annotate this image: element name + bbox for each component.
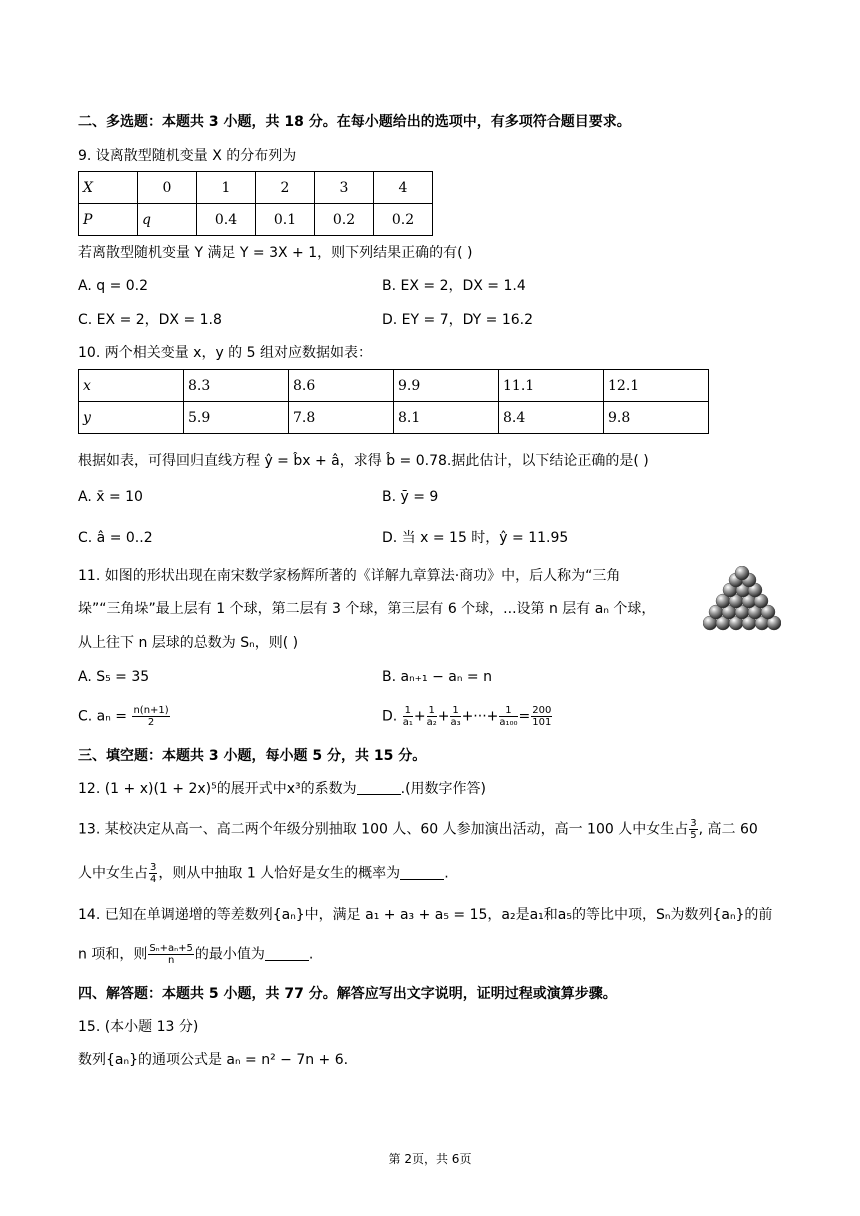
q10-condition: 根据如表，可得回归直线方程 ŷ = b̂x + â，求得 b̂ = 0.78.据此估计，以下结论正确的是( ): [78, 453, 649, 469]
q10-option-b: B. ȳ = 9: [382, 489, 439, 505]
q11-line2: 垛”“三角垛”最上层有 1 个球，第二层有 3 个球，第三层有 6 个球，...设第 n 层有 aₙ 个球，: [78, 601, 656, 617]
q11-option-d: D. $\frac{1}{\text{a₁}}$ + $\frac{1}{\text{a₂}}$ + $\frac{1}{\text{a₃}}$ +···+ $\frac{1}{\text{a₁₀₀}}$ = $\frac{200}{101}$: [382, 705, 552, 728]
q11-option-c: [78, 705, 171, 728]
q10-stem: 10. 两个相关变量 x，y 的 5 组对应数据如表：: [78, 345, 372, 361]
table-cell: 9.9: [394, 370, 499, 402]
fraction: $\frac{1}{\text{a₃}}$: [450, 705, 461, 728]
q9-option-a: A. q = 0.2: [78, 278, 149, 294]
page-footer: 第 2页，共 6页: [388, 1152, 472, 1166]
table-row: [79, 402, 709, 434]
table-cell: X: [79, 172, 138, 204]
q9-option-c: C. EX = 2，DX = 1.8: [78, 312, 222, 328]
table-cell: 0.2: [374, 204, 433, 236]
q15-title: 15. (本小题 13 分): [78, 1019, 199, 1035]
q9-distribution-table: [78, 171, 433, 236]
table-cell: q: [138, 204, 197, 236]
q10-option-a: A. x̄ = 10: [78, 489, 143, 505]
table-cell: 0.2: [315, 204, 374, 236]
fraction: $\frac{\text{Sₙ+aₙ+5}}{n}$: [149, 943, 193, 966]
q14-line2: n 项和，则 $\frac{\text{Sₙ+aₙ+5}}{n}$ 的最小值为 .: [78, 943, 314, 966]
fraction: $\frac{200}{101}$: [532, 705, 552, 728]
fraction: $\frac{1}{\text{a₁}}$: [402, 705, 413, 728]
fraction: $\frac{3}{5}$: [690, 818, 697, 841]
table-cell: 0: [138, 172, 197, 204]
table-row: [79, 204, 433, 236]
table-cell: 4: [374, 172, 433, 204]
q13-line1: 13. 某校决定从高一、高二两个年级分别抽取 100 人、60 人参加演出活动，高一 100 人中女生占 $\frac{3}{5}$ , 高二 60: [78, 818, 758, 841]
table-cell: P: [79, 204, 138, 236]
q12: 12. (1 + x)(1 + 2x)⁵的展开式中x³的系数为 .(用数字作答): [78, 781, 487, 797]
table-cell: 9.8: [604, 402, 709, 434]
q10-data-table: [78, 369, 709, 434]
q14-line1: 14. 已知在单调递增的等差数列{aₙ}中，满足 a₁ + a₃ + a₅ = 15，a₂是a₁和a₅的等比中项，Sₙ为数列{aₙ}的前: [78, 907, 773, 923]
table-cell: 0.1: [256, 204, 315, 236]
table-row: [79, 172, 433, 204]
q11-option-b: B. aₙ₊₁ − aₙ = n: [382, 669, 492, 685]
table-cell: 8.4: [499, 402, 604, 434]
fraction: $\frac{3}{4}$: [150, 862, 157, 885]
q9-option-d: D. EY = 7，DY = 16.2: [382, 312, 533, 328]
q11-line1: 11. 如图的形状出现在南宋数学家杨辉所著的《详解九章算法·商功》中，后人称为“三角: [78, 568, 621, 584]
answer-blank: [357, 780, 401, 795]
q10-option-c: C. â = 0..2: [78, 530, 153, 546]
q15-statement: 数列{aₙ}的通项公式是 aₙ = n² − 7n + 6.: [78, 1052, 349, 1068]
q9-condition: 若离散型随机变量 Y 满足 Y = 3X + 1，则下列结果正确的有( ): [78, 245, 473, 261]
q13-line2: 人中女生占 $\frac{3}{4}$ ，则从中抽取 1 人恰好是女生的概率为 .: [78, 862, 449, 885]
table-cell: 12.1: [604, 370, 709, 402]
fraction: $\frac{1}{\text{a₁₀₀}}$: [499, 705, 518, 728]
q11-option-c-prefix: C. aₙ =: [78, 708, 132, 725]
table-cell: 2: [256, 172, 315, 204]
q9-option-b: B. EX = 2，DX = 1.4: [382, 278, 526, 294]
table-cell: 1: [197, 172, 256, 204]
table-cell: x: [79, 370, 184, 402]
table-cell: 8.6: [289, 370, 394, 402]
table-cell: 8.3: [184, 370, 289, 402]
table-cell: 0.4: [197, 204, 256, 236]
table-cell: 8.1: [394, 402, 499, 434]
section3-heading: 三、填空题：本题共 3 小题，每小题 5 分，共 15 分。: [78, 748, 427, 764]
table-cell: 11.1: [499, 370, 604, 402]
q10-option-d: D. 当 x = 15 时，ŷ = 11.95: [382, 530, 569, 546]
q11-option-a: A. S₅ = 35: [78, 669, 150, 685]
table-row: [79, 370, 709, 402]
section2-heading: 二、多选题：本题共 3 小题，共 18 分。在每小题给出的选项中，有多项符合题目要求。: [78, 114, 631, 130]
fraction: $\frac{1}{\text{a₂}}$: [426, 705, 437, 728]
table-cell: 5.9: [184, 402, 289, 434]
answer-blank: [265, 946, 309, 961]
table-cell: 7.8: [289, 402, 394, 434]
q11-line3: 从上往下 n 层球的总数为 Sₙ，则( ): [78, 635, 299, 651]
fraction: $\frac{n(n+1)}{2}$: [133, 705, 169, 728]
triangular-ball-stack-image: [703, 566, 781, 632]
section4-heading: 四、解答题：本题共 5 小题，共 77 分。解答应写出文字说明，证明过程或演算步骤。: [78, 986, 617, 1002]
answer-blank: [400, 865, 444, 880]
table-cell: 3: [315, 172, 374, 204]
q9-stem: 9. 设离散型随机变量 X 的分布列为: [78, 148, 297, 164]
table-cell: y: [79, 402, 184, 434]
